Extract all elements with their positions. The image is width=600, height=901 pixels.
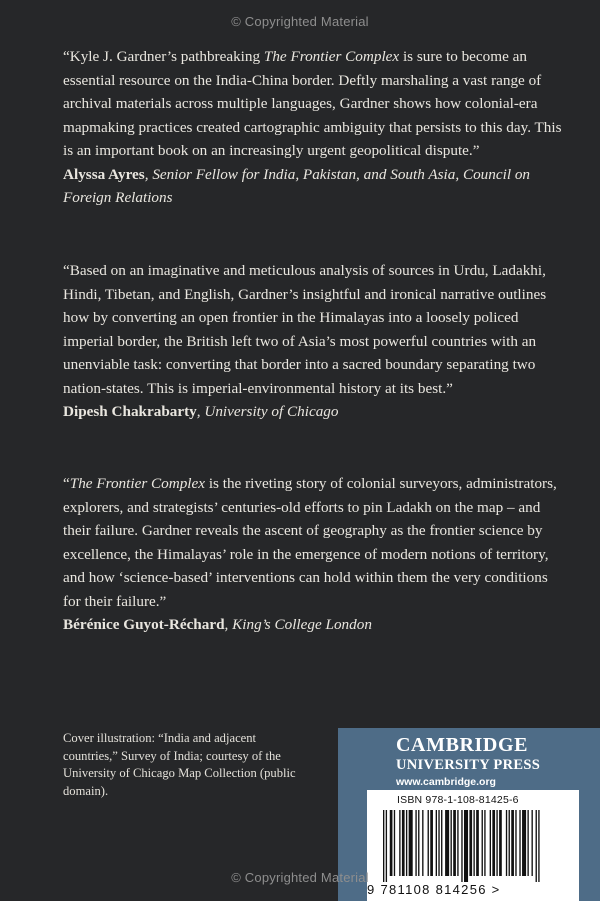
barcode-bar [511, 810, 514, 876]
barcode-digits: 9 781108 814256 > [367, 882, 501, 897]
endorser-attribution [63, 400, 563, 424]
endorsement-ayres [63, 45, 563, 210]
barcode-bar [506, 810, 507, 876]
barcode-bar [390, 810, 393, 876]
barcode-bar [418, 810, 419, 876]
cover-illustration-credit: Cover illustration: “India and adjacent countries,” Survey of India; courtesy of the University of Chicago Map Collection (public domain). [63, 731, 296, 798]
publisher-logo-subtitle: UNIVERSITY PRESS [396, 757, 541, 773]
publisher-logo-name: CAMBRIDGE [396, 734, 529, 756]
barcode-bar [527, 810, 528, 876]
barcode-bar [490, 810, 491, 876]
endorser-attribution [63, 613, 563, 637]
barcode-bar [499, 810, 502, 876]
publisher-website: www.cambridge.org [396, 776, 496, 788]
barcode-bar [415, 810, 416, 876]
copyright-watermark-top: © Copyrighted Material [231, 14, 369, 29]
barcode-bar [476, 810, 479, 876]
barcode-bar [473, 810, 474, 876]
endorser-affiliation: , University of Chicago [196, 403, 339, 420]
endorser-affiliation: , Senior Fellow for India, Pakistan, and South Asia, Council on Foreign Relations [63, 165, 531, 206]
barcode-bar [496, 810, 497, 876]
barcode-bar [394, 810, 395, 876]
endorser-name: Alyssa Ayres [63, 165, 145, 183]
barcode-bar [457, 810, 458, 876]
barcode-bar [438, 810, 439, 876]
endorsement-quote: “The Frontier Complex is the riveting story of colonial surveyors, administrators, explorers, and strategists’ centuries-old efforts to pin Ladakh on the map – and their failure. Gardner reveals the ascent of geography as the frontier science by excellence, the Himalayas’ role in the emergence of modern notions of territory, and how ‘science-based’ interventions can hold within them the very conditions for their failure.” [63, 475, 557, 610]
barcode-bar [451, 810, 452, 876]
endorser-name: Dipesh Chakrabarty [63, 403, 197, 420]
barcode-bar [422, 810, 423, 876]
endorsement-guyot-rechard [63, 472, 563, 637]
book-title: The Frontier Complex [263, 48, 400, 65]
endorser-affiliation: , King’s College London [224, 616, 372, 633]
isbn-label: ISBN 978-1-108-81425-6 [397, 794, 519, 806]
endorsement-quote: “Based on an imaginative and meticulous analysis of sources in Urdu, Ladakhi, Hindi, Tibetan, and English, Gardner’s insightful and ironical narrative outlines how by converting an open frontier in the Himalayas into a loosely policed imperial border, the British left two of Asia’s most powerful countries with an unenviable task: converting that border into a sacred boundary separating two nation-states. This is imperial-environmental history at its best.” [63, 262, 547, 397]
barcode-bar [399, 810, 400, 876]
barcode-bar [441, 810, 442, 876]
barcode-bar [430, 810, 433, 876]
endorser-attribution [63, 163, 563, 210]
barcode-bar [519, 810, 520, 876]
barcode-bar [409, 810, 413, 876]
endorser-name: Bérénice Guyot-Réchard [63, 616, 225, 633]
endorsement-quote: “Kyle J. Gardner’s pathbreaking The Frontier Complex is sure to become an essential resource on the India-China border. Deftly marshaling a vast range of archival materials across multiple languages, Gardner shows how colonial-era mapmaking practices created cartographic ambiguity that persists to this day. This is an important book on an increasingly urgent geopolitical dispute.” [63, 48, 562, 159]
barcode-bar [445, 810, 449, 876]
barcode-bar [428, 810, 429, 876]
copyright-watermark-bottom: © Copyrighted Material [231, 870, 369, 885]
barcode-bar [436, 810, 437, 876]
barcode-bar [482, 810, 483, 876]
barcode-bar [406, 810, 407, 876]
barcode-bar [402, 810, 405, 876]
barcode-bar [522, 810, 526, 876]
barcode-bar [484, 810, 485, 876]
barcode-bar [515, 810, 516, 876]
barcode-bar [469, 810, 472, 876]
book-title: The Frontier Complex [69, 475, 206, 492]
endorsement-chakrabarty [63, 259, 563, 424]
barcode-bar [509, 810, 510, 876]
barcode-bar [532, 810, 533, 876]
barcode-bar [453, 810, 456, 876]
barcode-bar [492, 810, 495, 876]
